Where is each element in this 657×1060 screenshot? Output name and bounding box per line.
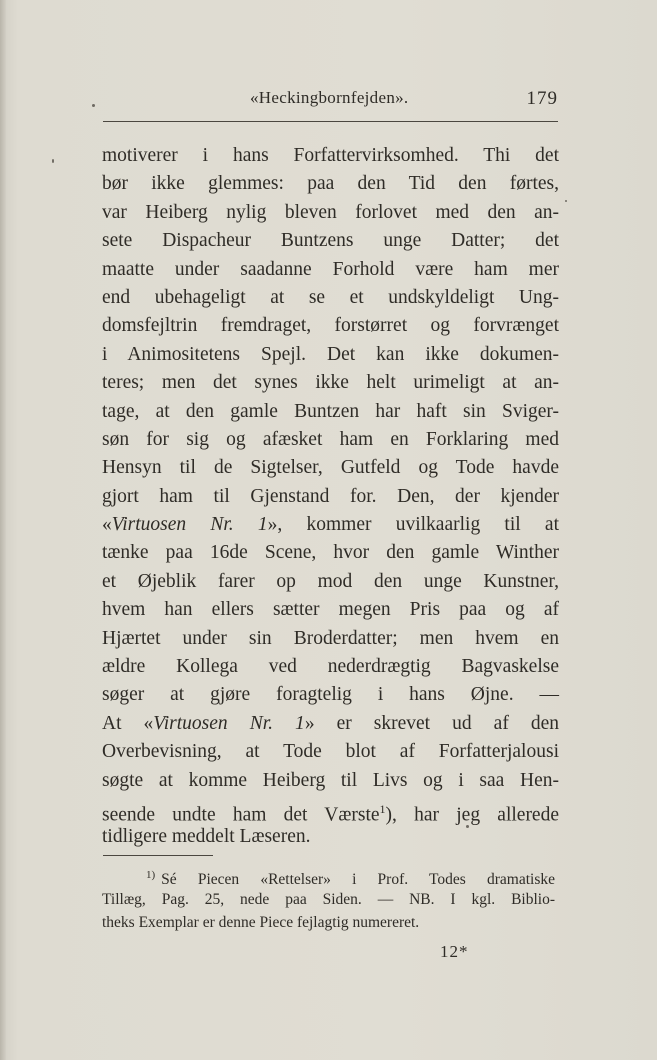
text-line: søger at gjøre foragtelig i hans Øjne. —: [102, 684, 559, 706]
text-line: hvem han ellers sætter megen Pris paa og af: [102, 599, 559, 621]
text-line: end ubehageligt at se et undskyldeligt Ung-: [102, 286, 559, 308]
footnote-line: theks Exemplar er denne Piece fejlagtig numereret.: [102, 914, 420, 931]
footnote-text: Sé Piecen «Rettelser» i Prof. Todes dramatiske: [161, 871, 555, 888]
paper-speck: [52, 159, 54, 163]
line-start: At «: [102, 712, 154, 734]
text-line: søgte at komme Heiberg til Livs og i saa Hen-: [102, 769, 559, 791]
line-rest: ), har jeg allerede: [385, 804, 559, 826]
text-line-last: tidligere meddelt Læseren.: [102, 826, 311, 848]
text-line-with-note-ref: [102, 795, 559, 826]
page-number: 179: [526, 88, 558, 109]
text-line: søn for sig og afæsket ham en Forklaring med: [102, 428, 559, 450]
text-line-with-title: [102, 511, 559, 539]
text-line: tænke paa 16de Scene, hvor den gamle Winther: [102, 542, 559, 564]
line-rest: », kommer uvilkaarlig til at: [267, 514, 559, 536]
footnote: [102, 864, 555, 935]
text-line: maatte under saadanne Forhold være ham mer: [102, 258, 559, 280]
text-line: domsfejltrin fremdraget, forstørret og forvrænget: [102, 315, 559, 337]
text-line: gjort ham til Gjenstand for. Den, der kjender: [102, 485, 559, 507]
paper-speck: [466, 825, 469, 828]
running-head: [100, 88, 560, 114]
text-line: Hensyn til de Sigtelser, Gutfeld og Tode havde: [102, 457, 559, 479]
text-line: motiverer i hans Forfattervirksomhed. Thi det: [102, 145, 559, 166]
text-line: tage, at den gamle Buntzen har haft sin Sviger-: [102, 400, 559, 422]
text-line-with-title: [102, 710, 559, 738]
text-line: teres; men det synes ikke helt urimeligt at an-: [102, 372, 559, 394]
line-start: seende undte ham det Værste: [102, 804, 380, 826]
work-title: Virtuosen Nr. 1: [153, 712, 305, 734]
footnote-marker: 1): [146, 869, 156, 881]
footnote-line: [102, 864, 555, 888]
text-line: Overbevisning, at Tode blot af Forfatterjalousi: [102, 741, 559, 763]
footnote-line: Tillæg, Pag. 25, nede paa Siden. — NB. I kgl. Biblio-: [102, 890, 555, 908]
page-binding-edge: [0, 0, 6, 1060]
text-line: sete Dispacheur Buntzens unge Datter; det: [102, 230, 559, 252]
text-line: var Heiberg nylig bleven forlovet med den an-: [102, 201, 559, 223]
text-line: i Animositetens Spejl. Det kan ikke dokumen-: [102, 343, 559, 365]
header-rule: [103, 121, 558, 122]
printer-signature-mark: 12*: [440, 942, 469, 961]
work-title: Virtuosen Nr. 1: [111, 514, 268, 536]
running-title: «Heckingbornfejden».: [250, 88, 409, 107]
text-line: Hjærtet under sin Broderdatter; men hvem en: [102, 627, 559, 649]
text-line: bør ikke glemmes: paa den Tid den førtes,: [102, 173, 559, 195]
line-rest: » er skrevet ud af den: [304, 712, 560, 734]
open-quote: «: [102, 514, 112, 536]
text-line: ældre Kollega ved nederdrægtig Bagvaskelse: [102, 656, 559, 678]
paper-speck: [565, 200, 567, 202]
body-text: [102, 142, 559, 852]
paper-speck: [92, 104, 95, 107]
text-line: et Øjeblik farer op mod den unge Kunstner,: [102, 570, 559, 592]
footnote-rule: [103, 855, 213, 856]
footnote-reference: 1: [379, 801, 386, 816]
